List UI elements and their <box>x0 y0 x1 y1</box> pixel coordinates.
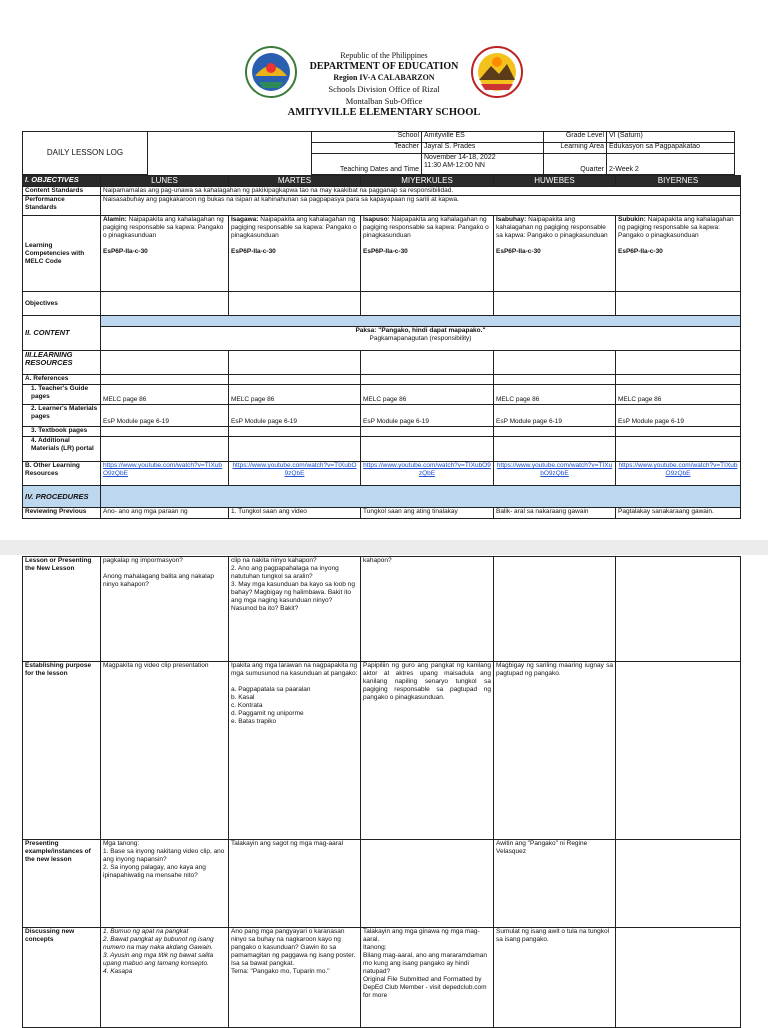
lm-thursday: EsP Module page 6-19 <box>494 405 616 427</box>
content-standard: Naipamamalas ang pag-unawa sa kahalagahan ng pakikipagkapwa tao na may kaakibat na pagganap sa responsibilidad. <box>101 187 741 196</box>
school-value: Amityville ES <box>422 132 544 143</box>
purpose-label: Establishing purpose for the lesson <box>23 662 101 840</box>
review-top-monday: Ano- ano ang mga paraan ng <box>101 508 229 519</box>
day-friday: BIYERNES <box>616 176 741 187</box>
tb-label: 3. Textbook pages <box>23 427 101 437</box>
review-friday <box>616 557 741 662</box>
competency-prefix: Isagawa: <box>231 216 259 223</box>
competency-monday <box>101 216 229 292</box>
region-line: Region IV-A CALABARZON <box>333 73 435 82</box>
quarter-value: 2-Week 2 <box>607 154 735 175</box>
competency-prefix: Alamin: <box>103 216 127 223</box>
subtopic: Pagkamapanagutan (responsibility) <box>369 335 472 342</box>
purpose-thursday: Magbigay ng sariling maaring iugnay sa pagtupad ng pangako. <box>494 662 616 840</box>
info-table <box>22 131 735 175</box>
tg-monday: MELC page 86 <box>101 385 229 405</box>
objectives-row-label: Objectives <box>23 292 101 316</box>
competency-text: Naipapakita ang kahalagahan ng pagiging responsable sa kapwa: Pangako o pinagkasunduan <box>618 216 734 239</box>
discuss-wednesday: Talakayin ang mga ginawa ng mga mag-aaral. Itanong: Bilang mag-aaral, ano ang mararamdaman mo kung ang isang pangako ay hindi natupad? Original File Submitted and Formatted by DepEd Club Member - visit depedclub.com for more <box>361 928 494 1028</box>
examples-label: Presenting example/instances of the new lesson <box>23 840 101 928</box>
resources-heading: III.LEARNING RESOURCES <box>23 351 101 375</box>
competency-text: Naipapakita ang kahalagahan ng pagiging responsable sa kapwa: Pangako o pinagkasunduan <box>103 216 224 239</box>
competency-code: EsP6P-IIa-c-30 <box>103 248 148 255</box>
other-resources-label: B. Other Learning Resources <box>23 462 101 486</box>
competency-tuesday <box>229 216 361 292</box>
discuss-tuesday: Ano pang mga pangyayari o karanasan ninyo sa buhay na nagkaroon kayo ng pangako o kasunduan? Gawin ito sa pamamagitan ng paggawa ng isang poster. Isa sa bawat pangkat. Tema: "Pangako mo, Tuparin mo." <box>229 928 361 1028</box>
competency-thursday <box>494 216 616 292</box>
objectives-heading: I. OBJECTIVES <box>23 176 101 187</box>
lm-monday: EsP Module page 6-19 <box>101 405 229 427</box>
dates-line-2: 11:30 AM-12:00 NN <box>424 162 485 169</box>
tg-wednesday: MELC page 86 <box>361 385 494 405</box>
lm-wednesday: EsP Module page 6-19 <box>361 405 494 427</box>
discuss-friday <box>616 928 741 1028</box>
purpose-monday: Magpakita ng video clip presentation <box>101 662 229 840</box>
day-thursday: HUWEBES <box>494 176 616 187</box>
review-label: Reviewing Previous <box>23 508 101 519</box>
content-topic <box>101 327 741 351</box>
examples-thursday: Awitin ang "Pangako" ni Regine Velasquez <box>494 840 616 928</box>
lesson-table-top <box>22 175 741 519</box>
performance-standards-label: Performance Standards <box>23 196 101 216</box>
references-label: A. References <box>23 375 101 385</box>
video-link-tuesday[interactable]: https://www.youtube.com/watch?v=TIXubO9zQbE <box>229 462 361 486</box>
purpose-friday <box>616 662 741 840</box>
dates-value <box>422 154 544 175</box>
video-link-thursday[interactable]: https://www.youtube.com/watch?v=TIXubO9zQbE <box>494 462 616 486</box>
competency-prefix: Isapuso: <box>363 216 390 223</box>
video-link-monday[interactable]: https://www.youtube.com/watch?v=TIXubO9zQbE <box>101 462 229 486</box>
purpose-wednesday: Papipiliin ng guro ang pangkat ng kanilang aktor at aktres upang maisadula ang kanilang napiling senaryo tungkol sa pagiging responsable sa pagtupad ng pangako o pinagkasunduan. <box>361 662 494 840</box>
competency-prefix: Subukin: <box>618 216 646 223</box>
examples-friday <box>616 840 741 928</box>
discuss-monday: 1. Bumuo ng apat na pangkat 2. Bawat pangkat ay bubunot ng isang numero na may naka akdang Gawain. 3. Ayusin ang mga titik ng bawat salita upang mabuo ang tamang konsepto. 4. Kasapa <box>101 928 229 1028</box>
lr-label: 4. Additional Materials (LR) portal <box>23 437 101 462</box>
competency-friday <box>616 216 741 292</box>
page-break <box>0 540 768 555</box>
day-wednesday: MIYERKULES <box>361 176 494 187</box>
content-heading: II. CONTENT <box>23 316 101 351</box>
division-line: Schools Division Office of Rizal <box>328 84 440 94</box>
competencies-label: Learning Competencies with MELC Code <box>23 216 101 292</box>
suboffice-line: Montalban Sub-Office <box>345 96 423 106</box>
review-top-thursday: Balik- aral sa nakaraang gawain <box>494 508 616 519</box>
grade-label: Grade Level <box>544 132 607 143</box>
review-top-tuesday: 1. Tungkol saan ang video <box>229 508 361 519</box>
area-label: Learning Area <box>544 143 607 154</box>
lm-label: 2. Learner's Materials pages <box>23 405 101 427</box>
review-tuesday: clip na nakita ninyo kahapon? 2. Ano ang pagpapahalaga na inyong natutuhan tungkol sa aralin? 3. May mga kasunduan ba kayo sa loob ng bahay? Magbigay ng halimbawa. Bakit ito ang mga naging kasunduan ninyo? Nasunod ba ito? Bakit? <box>229 557 361 662</box>
performance-standard: Naisasabuhay ang pagkakaroon ng bukas na isipan at kahinahunan sa pagpapasya para sa kapayapaan ng sarili at kapwa. <box>101 196 741 216</box>
competency-prefix: Isabuhay: <box>496 216 527 223</box>
tg-label: 1. Teacher's Guide pages <box>23 385 101 405</box>
video-link-friday[interactable]: https://www.youtube.com/watch?v=TIXubO9zQbE <box>616 462 741 486</box>
review-monday: pagkalap ng impormasyon? Anong mahalagang balita ang nakalap ninyo kahapon? <box>101 557 229 662</box>
day-monday: LUNES <box>101 176 229 187</box>
competency-code: EsP6P-IIa-c-30 <box>231 248 276 255</box>
quarter-label: Quarter <box>544 154 607 175</box>
review-wednesday: kahapon? <box>361 557 494 662</box>
review-top-wednesday: Tungkol saan ang ating tinalakay <box>361 508 494 519</box>
school-name: AMITYVILLE ELEMENTARY SCHOOL <box>287 107 481 118</box>
department-line: DEPARTMENT OF EDUCATION <box>309 61 459 72</box>
dates-label: Teaching Dates and Time <box>312 154 422 175</box>
tg-tuesday: MELC page 86 <box>229 385 361 405</box>
review-top-friday: Pagtalakay sanakaraang gawain. <box>616 508 741 519</box>
content-standards-label: Content Standards <box>23 187 101 196</box>
competency-text: Naipapakita ang kahalagahan ng pagiging responsable sa kapwa: Pangako o pinagkasunduan <box>363 216 489 239</box>
teacher-value: Jayral S. Prades <box>422 143 544 154</box>
competency-code: EsP6P-IIa-c-30 <box>618 248 663 255</box>
lm-friday: EsP Module page 6-19 <box>616 405 741 427</box>
discuss-thursday: Sumulat ng isang awit o tula na tungkol sa isang pangako. <box>494 928 616 1028</box>
lesson-table-bottom <box>22 556 741 1028</box>
procedures-heading: IV. PROCEDURES <box>23 486 101 508</box>
grade-value: VI (Saturn) <box>607 132 735 143</box>
competency-code: EsP6P-IIa-c-30 <box>496 248 541 255</box>
discuss-label: Discussing new concepts <box>23 928 101 1028</box>
competency-text: Naipapakita ang kahalagahan ng pagiging responsable sa kapwa: Pangako o pinagkasunduan <box>496 216 608 239</box>
examples-wednesday <box>361 840 494 928</box>
video-link-wednesday[interactable]: https://www.youtube.com/watch?v=TIXubO9zQbE <box>361 462 494 486</box>
day-tuesday: MARTES <box>229 176 361 187</box>
review-label-cont: Lesson or Presenting the New Lesson <box>23 557 101 662</box>
republic-line: Republic of the Philippines <box>340 51 428 60</box>
topic: Paksa: "Pangako, hindi dapat mapapako." <box>355 327 486 334</box>
dates-line-1: November 14-18, 2022 <box>424 154 496 161</box>
competency-wednesday <box>361 216 494 292</box>
competency-code: EsP6P-IIa-c-30 <box>363 248 408 255</box>
review-thursday <box>494 557 616 662</box>
teacher-label: Teacher <box>312 143 422 154</box>
examples-tuesday: Talakayin ang sagot ng mga mag-aaral <box>229 840 361 928</box>
purpose-tuesday: Ipakita ang mga larawan na nagpapakita ng mga sumusunod na kasunduan at pangako: a. Pagpapatala sa paaralan b. Kasal c. Kontrata d. Paggamit ng uniporme e. Batas trapiko <box>229 662 361 840</box>
tg-thursday: MELC page 86 <box>494 385 616 405</box>
school-label: School <box>312 132 422 143</box>
examples-monday: Mga tanong: 1. Base sa inyong nakitang video clip, ano ang inyong napansin? 2. Sa inyong palagay, ano kaya ang ipinapahiwatig na mensahe nito? <box>101 840 229 928</box>
area-value: Edukasyon sa Pagpapakatao <box>607 143 735 154</box>
tg-friday: MELC page 86 <box>616 385 741 405</box>
lm-tuesday: EsP Module page 6-19 <box>229 405 361 427</box>
dll-title: DAILY LESSON LOG <box>23 132 148 175</box>
competency-text: Naipapakita ang kahalagahan ng pagiging responsable sa kapwa: Pangako o pinagkasunduan <box>231 216 357 239</box>
